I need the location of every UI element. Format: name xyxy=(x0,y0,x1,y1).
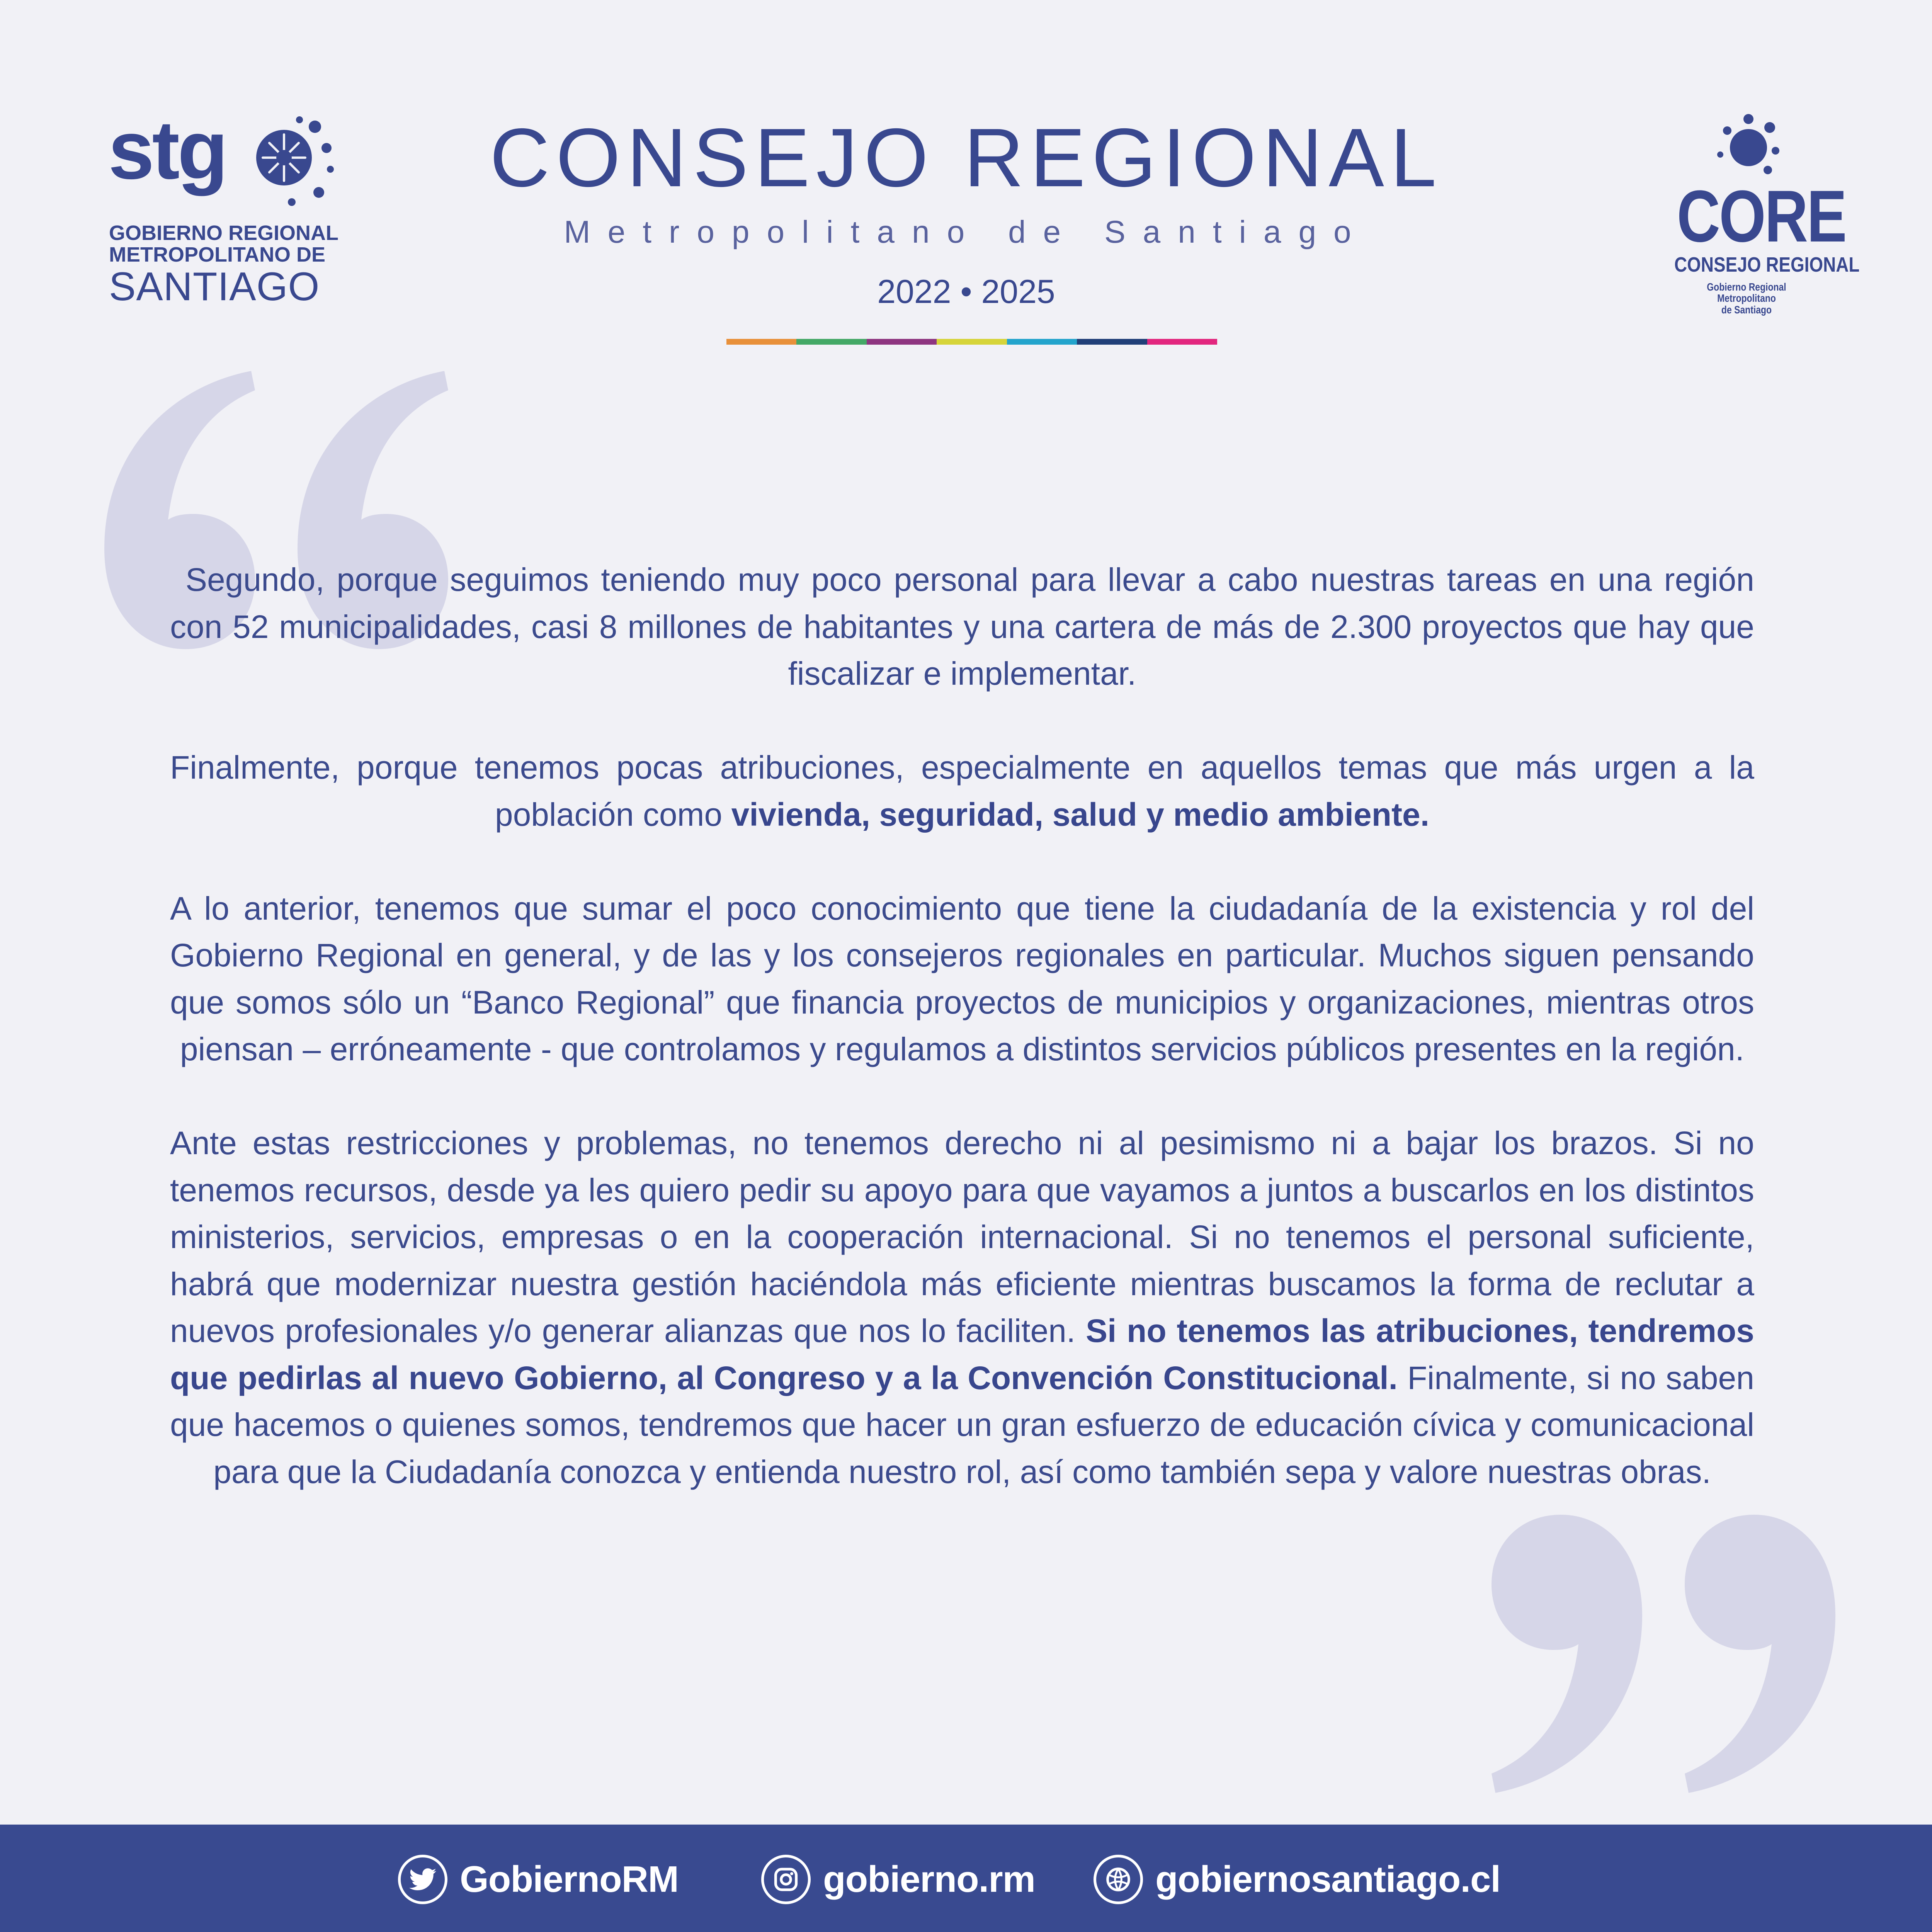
website-link[interactable] xyxy=(1094,1853,1500,1906)
stripe-segment xyxy=(937,339,1007,345)
paragraph-restricciones-text: Ante estas restricciones y problemas, no tenemos derecho ni al pesimismo ni a bajar los brazos. Si no tenemos recursos, desde ya les quiero pedir su apoyo para que vayamos a juntos a buscarlos en los distintos ministerios, servicios, empresas o en la cooperación internacional. Si no tenemos el personal suficiente, habrá que modernizar nuestra gestión haciéndola más eficiente mientras buscamos la forma de reclutar a nuevos profesionales y/o generar alianzas que nos lo faciliten. xyxy=(170,1125,1754,1349)
website-url: gobiernosantiago.cl xyxy=(1155,1859,1501,1900)
paragraph-atribuciones-text: Finalmente, porque tenemos pocas atribuciones, especialmente en aquellos temas que más urgen a la población como xyxy=(170,749,1754,833)
stripe-segment xyxy=(1147,339,1217,345)
paragraph-conocimiento: A lo anterior, tenemos que sumar el poco conocimiento que tiene la ciudadanía de la existencia y rol del Gobierno Regional en general, y de las y los consejeros regionales en particular. Muchos siguen pensando que somos sólo un “Banco Regional” que financia proyectos de municipios y organizaciones, mientras otros piensan – erróneamente - que controlamos y regulamos a distintos servicios públicos presentes en la región. xyxy=(170,890,1754,1067)
page-title: CONSEJO REGIONAL xyxy=(490,111,1443,204)
logo-line-gobierno: GOBIERNO REGIONAL xyxy=(109,221,339,245)
stg-wordmark: stg xyxy=(108,103,226,196)
paragraph-restricciones-end: Finalmente, si no saben que hacemos o quienes somos, tendremos que hacer un gran esfuerzo de educación cívica y comunicacional para que la Ciudadanía conozca y entienda nuestro rol, así como también sepa y valore nuestras obras. xyxy=(170,1359,1754,1490)
core-gobierno-label xyxy=(1677,281,1816,315)
footer-bar xyxy=(0,1825,1932,1932)
core-logo xyxy=(1662,112,1860,316)
globe-icon xyxy=(1094,1855,1143,1904)
core-wordmark: CORE xyxy=(1677,175,1846,257)
paragraph-personal: Segundo, porque seguimos teniendo muy poco personal para llevar a cabo nuestras tareas en una región con 52 municipalidades, casi 8 millones de habitantes y una cartera de más de 2.300 proyectos que hay que fiscalizar e implementar. xyxy=(170,561,1754,692)
core-gobierno-line2: de Santiago xyxy=(1721,303,1772,316)
stripe-segment xyxy=(1007,339,1077,345)
logo-line-metropolitano: METROPOLITANO DE xyxy=(109,243,325,266)
twitter-handle: GobiernoRM xyxy=(460,1859,679,1900)
instagram-handle: gobierno.rm xyxy=(823,1859,1036,1900)
paragraph-restricciones-bold: Si no tenemos las atribuciones, tendremos que pedirlas al nuevo Gobierno, al Congreso y a la Convención Constitucional. xyxy=(170,1313,1754,1396)
stripe-segment xyxy=(1077,339,1147,345)
core-consejo-label: CONSEJO REGIONAL xyxy=(1674,253,1860,276)
quote-body xyxy=(170,556,1754,1495)
paragraph-restricciones xyxy=(170,1120,1754,1495)
logo-line-santiago: SANTIAGO xyxy=(109,264,320,309)
twitter-link[interactable] xyxy=(398,1853,679,1906)
paragraph-atribuciones-bold: vivienda, seguridad, salud y medio ambiente. xyxy=(731,796,1430,833)
color-stripe xyxy=(726,339,1217,345)
page-subtitle: Metropolitano de Santiago xyxy=(564,214,1369,250)
stripe-segment xyxy=(796,339,866,345)
close-quote-icon xyxy=(1476,1499,1843,1801)
stripe-segment xyxy=(867,339,937,345)
paragraph-atribuciones xyxy=(170,744,1754,838)
stripe-segment xyxy=(726,339,796,345)
period-years: 2022 • 2025 xyxy=(877,273,1055,310)
core-gobierno-line1: Gobierno Regional Metropolitano xyxy=(1707,281,1786,304)
instagram-link[interactable] xyxy=(761,1853,1035,1906)
instagram-icon xyxy=(761,1855,811,1904)
twitter-icon xyxy=(398,1855,447,1904)
sun-dots-icon xyxy=(1712,112,1785,178)
